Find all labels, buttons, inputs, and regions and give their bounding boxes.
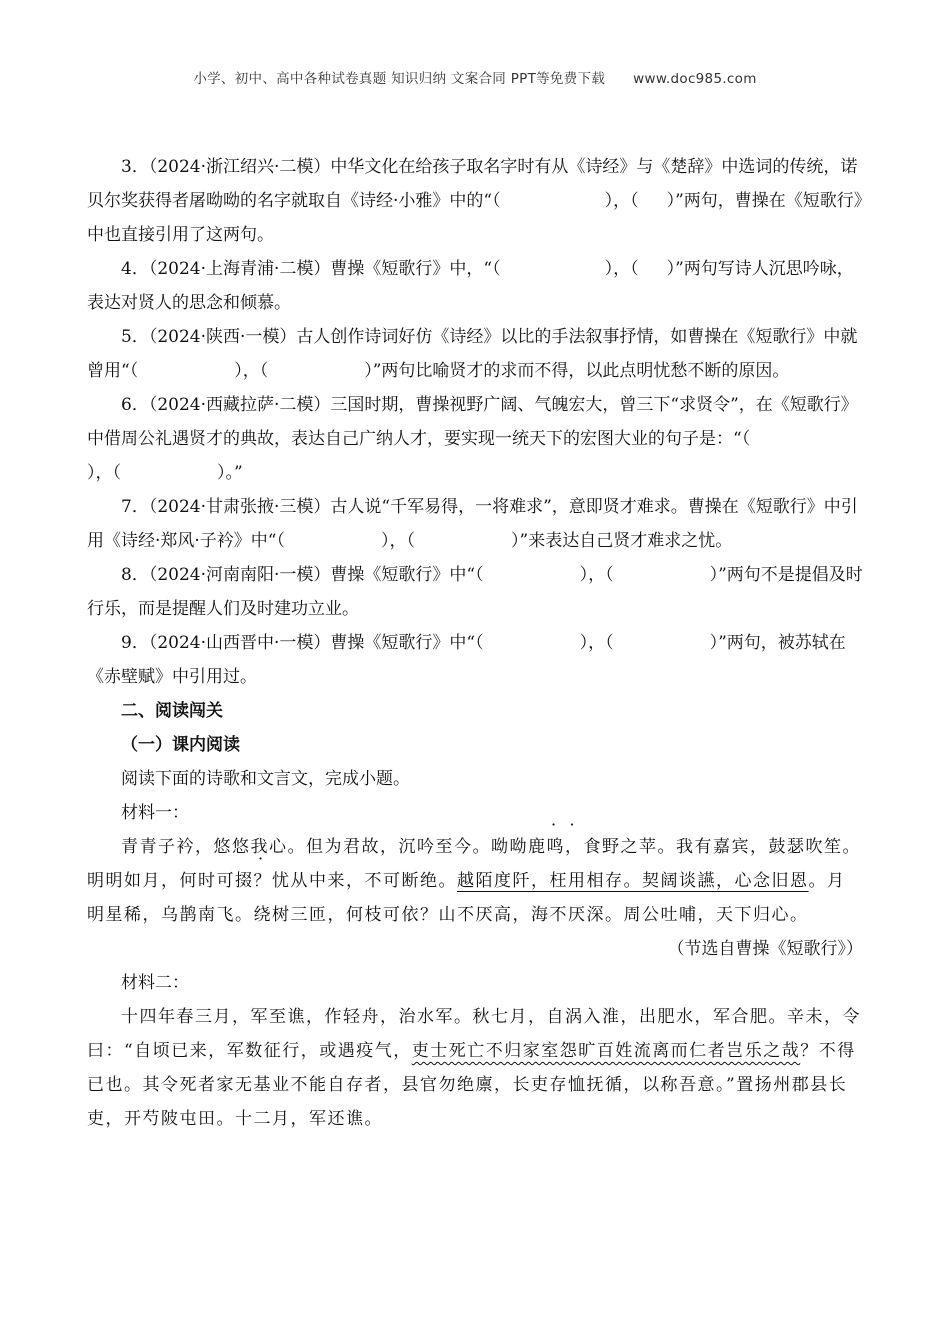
emphasis-char: 鹿	[528, 837, 547, 857]
page-header	[0, 67, 950, 87]
material-2-text: 十四年春三月，军至谯，作轻舟，治水军。秋七月，自涡入淮，出肥水，军合肥。辛未，令曰：“自顷已来，军数征行，或遇疫气，吏士死亡不归家室怨旷百姓流离而仁者岂乐之哉？不得已也。其令死者家无基业不能自存者，县官勿绝廪，长吏存恤抚循，以称吾意。”置扬州郡县长吏，开芍陂屯田。十二月，军还谯。	[87, 1007, 861, 1129]
reading-instruction: 阅读下面的诗歌和文言文，完成小题。	[121, 769, 410, 789]
section-subtitle: （一）课内阅读	[121, 735, 240, 755]
emphasis-char: 鸣	[546, 837, 565, 857]
material-1-label: 材料一：	[121, 803, 189, 823]
underlined-phrase: 越陌度阡，枉用相存。契阔谈讌，心念旧恩	[457, 871, 809, 891]
question-5: 5．（2024·陕西·一模）古人创作诗词好仿《诗经》以比的手法叙事抒情，如曹操在《短歌行》中就曾用“（ ），（ ）”两句比喻贤才的求而不得，以此点明忧愁不断的原因。	[87, 327, 858, 381]
wavy-underlined-phrase: 吏士死亡不归家室怨旷百姓流离而仁者岂乐之哉	[411, 1041, 801, 1061]
material-1-poem: 青青子衿，悠悠我心。但为君故，沉吟至今。呦呦鹿鸣，食野之苹。我有嘉宾，鼓瑟吹笙。明明如月，何时可掇？忧从中来，不可断绝。越陌度阡，枉用相存。契阔谈讌，心念旧恩。月明星稀，乌鹊南飞。绕树三匝，何枝可依？山不厌高，海不厌深。周公吐哺，天下归心。	[87, 837, 861, 925]
question-4: 4．（2024·上海青浦·二模）曹操《短歌行》中，“（ ），（ ）”两句写诗人沉思吟咏，表达对贤人的思念和倾慕。	[87, 259, 854, 313]
section-title: 二、阅读闯关	[121, 701, 223, 721]
question-6: 6．（2024·西藏拉萨·二模）三国时期，曹操视野广阔、气魄宏大，曾三下“求贤令”，在《短歌行》中借周公礼遇贤才的典故，表达自己广纳人才，要实现一统天下的宏图大业的句子是：“（），（ ）。”	[87, 395, 858, 483]
question-9: 9．（2024·山西晋中·一模）曹操《短歌行》中“（ ），（ ）”两句，被苏轼在《赤壁赋》中引用过。	[87, 633, 846, 687]
question-7: 7．（2024·甘肃张掖·三模）古人说“千军易得，一将难求”，意即贤才难求。曹操在《短歌行》中引用《诗经·郑风·子衿》中“（ ），（ ）”来表达自己贤才难求之忧。	[87, 497, 858, 551]
header-text: 小学、初中、高中各种试卷真题 知识归纳 文案合同 PPT等免费下载	[193, 71, 606, 87]
question-3: 3．（2024·浙江绍兴·二模）中华文化在给孩子取名字时有从《诗经》与《楚辞》中选词的传统，诺贝尔奖获得者屠呦呦的名字就取自《诗经·小雅》中的“（ ），（ ）”两句，曹操在《短歌行》中也直接引用了这两句。	[87, 157, 863, 245]
document-body	[87, 150, 863, 1136]
header-url[interactable]: www.doc985.com	[633, 71, 757, 87]
question-8: 8．（2024·河南南阳·一模）曹操《短歌行》中“（ ），（ ）”两句不是提倡及时行乐，而是提醒人们及时建功立业。	[87, 565, 863, 619]
material-1-source: （节选自曹操《短歌行》）	[667, 939, 863, 959]
material-2-label: 材料二：	[121, 973, 189, 993]
emphasis-char: 掇	[235, 871, 254, 891]
